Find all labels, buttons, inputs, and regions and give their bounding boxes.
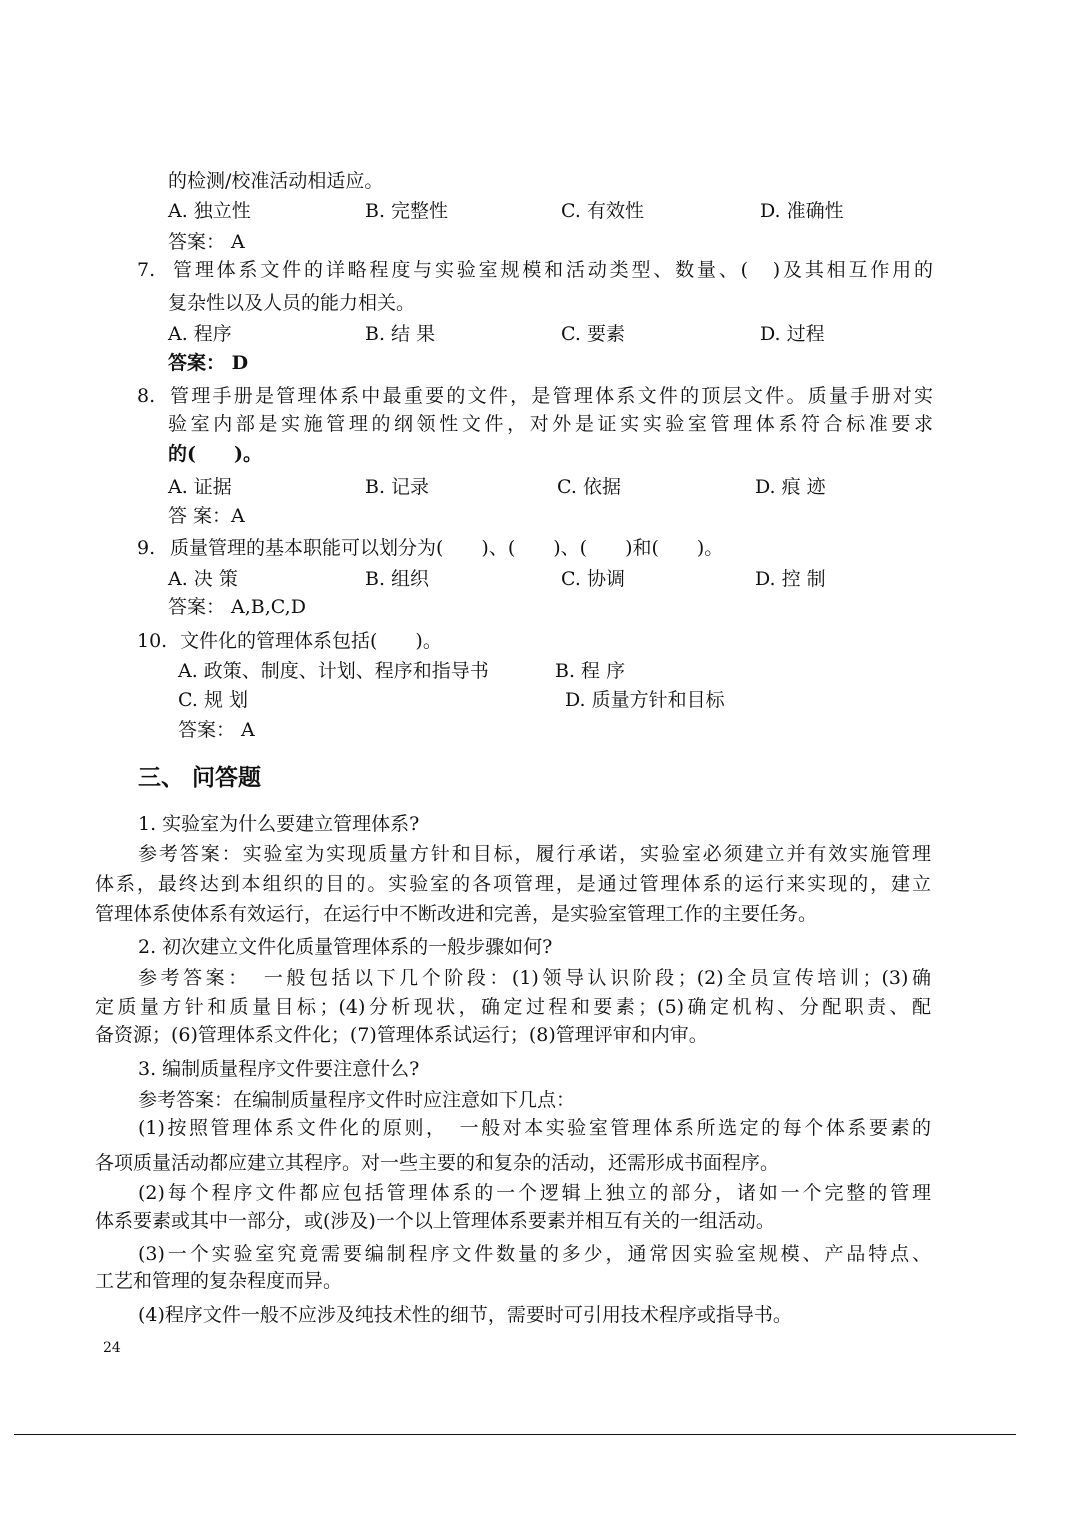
q10-option-c: C. 规 划 (178, 689, 248, 711)
q10-number: 10. (137, 630, 168, 652)
q8-option-b: B. 记录 (365, 476, 430, 498)
q9-option-c: C. 协调 (561, 568, 625, 590)
qa3-point2-line1: (2)每个程序文件都应包括管理体系的一个逻辑上独立的部分，诸如一个完整的管理 (138, 1182, 931, 1204)
q8-text-line1: 管理手册是管理体系中最重要的文件，是管理体系文件的顶层文件。质量手册对实 (170, 385, 933, 407)
qa1-answer-line1: 参考答案：实验室为实现质量方针和目标，履行承诺，实验室必须建立并有效实施管理 (138, 843, 931, 865)
qa1-answer-line3: 管理体系使体系有效运行，在运行中不断改进和完善，是实验室管理工作的主要任务。 (95, 903, 818, 925)
q6-answer: 答案： A (168, 231, 245, 253)
q7-option-c: C. 要素 (561, 323, 625, 345)
q7-option-d: D. 过程 (760, 323, 825, 345)
q9-answer: 答案： A,B,C,D (168, 596, 306, 618)
q7-text-line1: 管理体系文件的详略程度与实验室规模和活动类型、数量、( )及其相互作用的 (173, 259, 933, 281)
qa2-question: 2. 初次建立文件化质量管理体系的一般步骤如何? (138, 936, 553, 958)
q10-answer: 答案： A (178, 719, 255, 741)
q10-option-b: B. 程 序 (555, 660, 626, 682)
q6-option-b: B. 完整性 (365, 200, 449, 222)
q10-option-a: A. 政策、制度、计划、程序和指导书 (178, 660, 489, 682)
q9-option-d: D. 控 制 (755, 568, 826, 590)
q9-option-a: A. 决 策 (168, 568, 238, 590)
page-number: 24 (103, 1340, 121, 1356)
q6-option-d: D. 准确性 (760, 200, 844, 222)
qa3-point3-line1: (3)一个实验室究竟需要编制程序文件数量的多少，通常因实验室规模、产品特点、 (138, 1243, 931, 1265)
q7-number: 7. (137, 259, 156, 281)
q8-option-d: D. 痕 迹 (755, 476, 826, 498)
qa3-point1-line2: 各项质量活动都应建立其程序。对一些主要的和复杂的活动，还需形成书面程序。 (95, 1152, 780, 1174)
qa3-point3-line2: 工艺和管理的复杂程度而异。 (95, 1270, 343, 1292)
q8-answer: 答 案：A (168, 505, 245, 527)
q7-text-line2: 复杂性以及人员的能力相关。 (168, 292, 416, 314)
q9-number: 9. (137, 537, 156, 559)
qa3-point4-line1: (4)程序文件一般不应涉及纯技术性的细节，需要时可引用技术程序或指导书。 (138, 1304, 792, 1326)
q7-option-b: B. 结 果 (365, 323, 436, 345)
qa2-answer-line2: 定质量方针和质量目标；(4)分析现状，确定过程和要素；(5)确定机构、分配职责、配 (95, 996, 931, 1018)
q9-option-b: B. 组织 (365, 568, 430, 590)
q7-answer: 答案： D (168, 352, 249, 374)
q8-text-line2: 验室内部是实施管理的纲领性文件，对外是证实实验室管理体系符合标准要求 (168, 413, 933, 435)
q9-text-line1: 质量管理的基本职能可以划分为( )、( )、( )和( )。 (170, 537, 724, 559)
qa3-point2-line2: 体系要素或其中一部分，或(涉及)一个以上管理体系要素并相互有关的一组活动。 (95, 1210, 775, 1232)
section-heading-qa: 三、 问答题 (138, 765, 262, 791)
q7-option-a: A. 程序 (168, 323, 232, 345)
q6-option-c: C. 有效性 (561, 200, 644, 222)
qa3-answer-intro: 参考答案：在编制质量程序文件时应注意如下几点： (138, 1089, 576, 1111)
q10-text-line1: 文件化的管理体系包括( )。 (180, 630, 442, 652)
q6-option-a: A. 独立性 (168, 200, 251, 222)
q8-option-c: C. 依据 (557, 476, 621, 498)
q10-option-d: D. 质量方针和目标 (565, 689, 725, 711)
qa1-answer-line2: 体系，最终达到本组织的目的。实验室的各项管理，是通过管理体系的运行来实现的，建立 (95, 873, 931, 895)
q8-option-a: A. 证据 (168, 476, 232, 498)
q8-number: 8. (137, 385, 156, 407)
q6-text-tail: 的检测/校准活动相适应。 (168, 170, 384, 192)
q8-text-line3: 的( )。 (168, 443, 262, 465)
qa2-answer-line3: 备资源；(6)管理体系文件化；(7)管理体系试运行；(8)管理评审和内审。 (95, 1024, 708, 1046)
footer-divider (14, 1434, 1016, 1435)
qa3-question: 3. 编制质量程序文件要注意什么? (138, 1058, 420, 1080)
qa3-point1-line1: (1)按照管理体系文件化的原则， 一般对本实验室管理体系所选定的每个体系要素的 (138, 1117, 931, 1139)
qa2-answer-line1: 参考答案： 一般包括以下几个阶段：(1)领导认识阶段；(2)全员宣传培训；(3)确 (138, 967, 931, 989)
qa1-question: 1. 实验室为什么要建立管理体系? (138, 813, 420, 835)
